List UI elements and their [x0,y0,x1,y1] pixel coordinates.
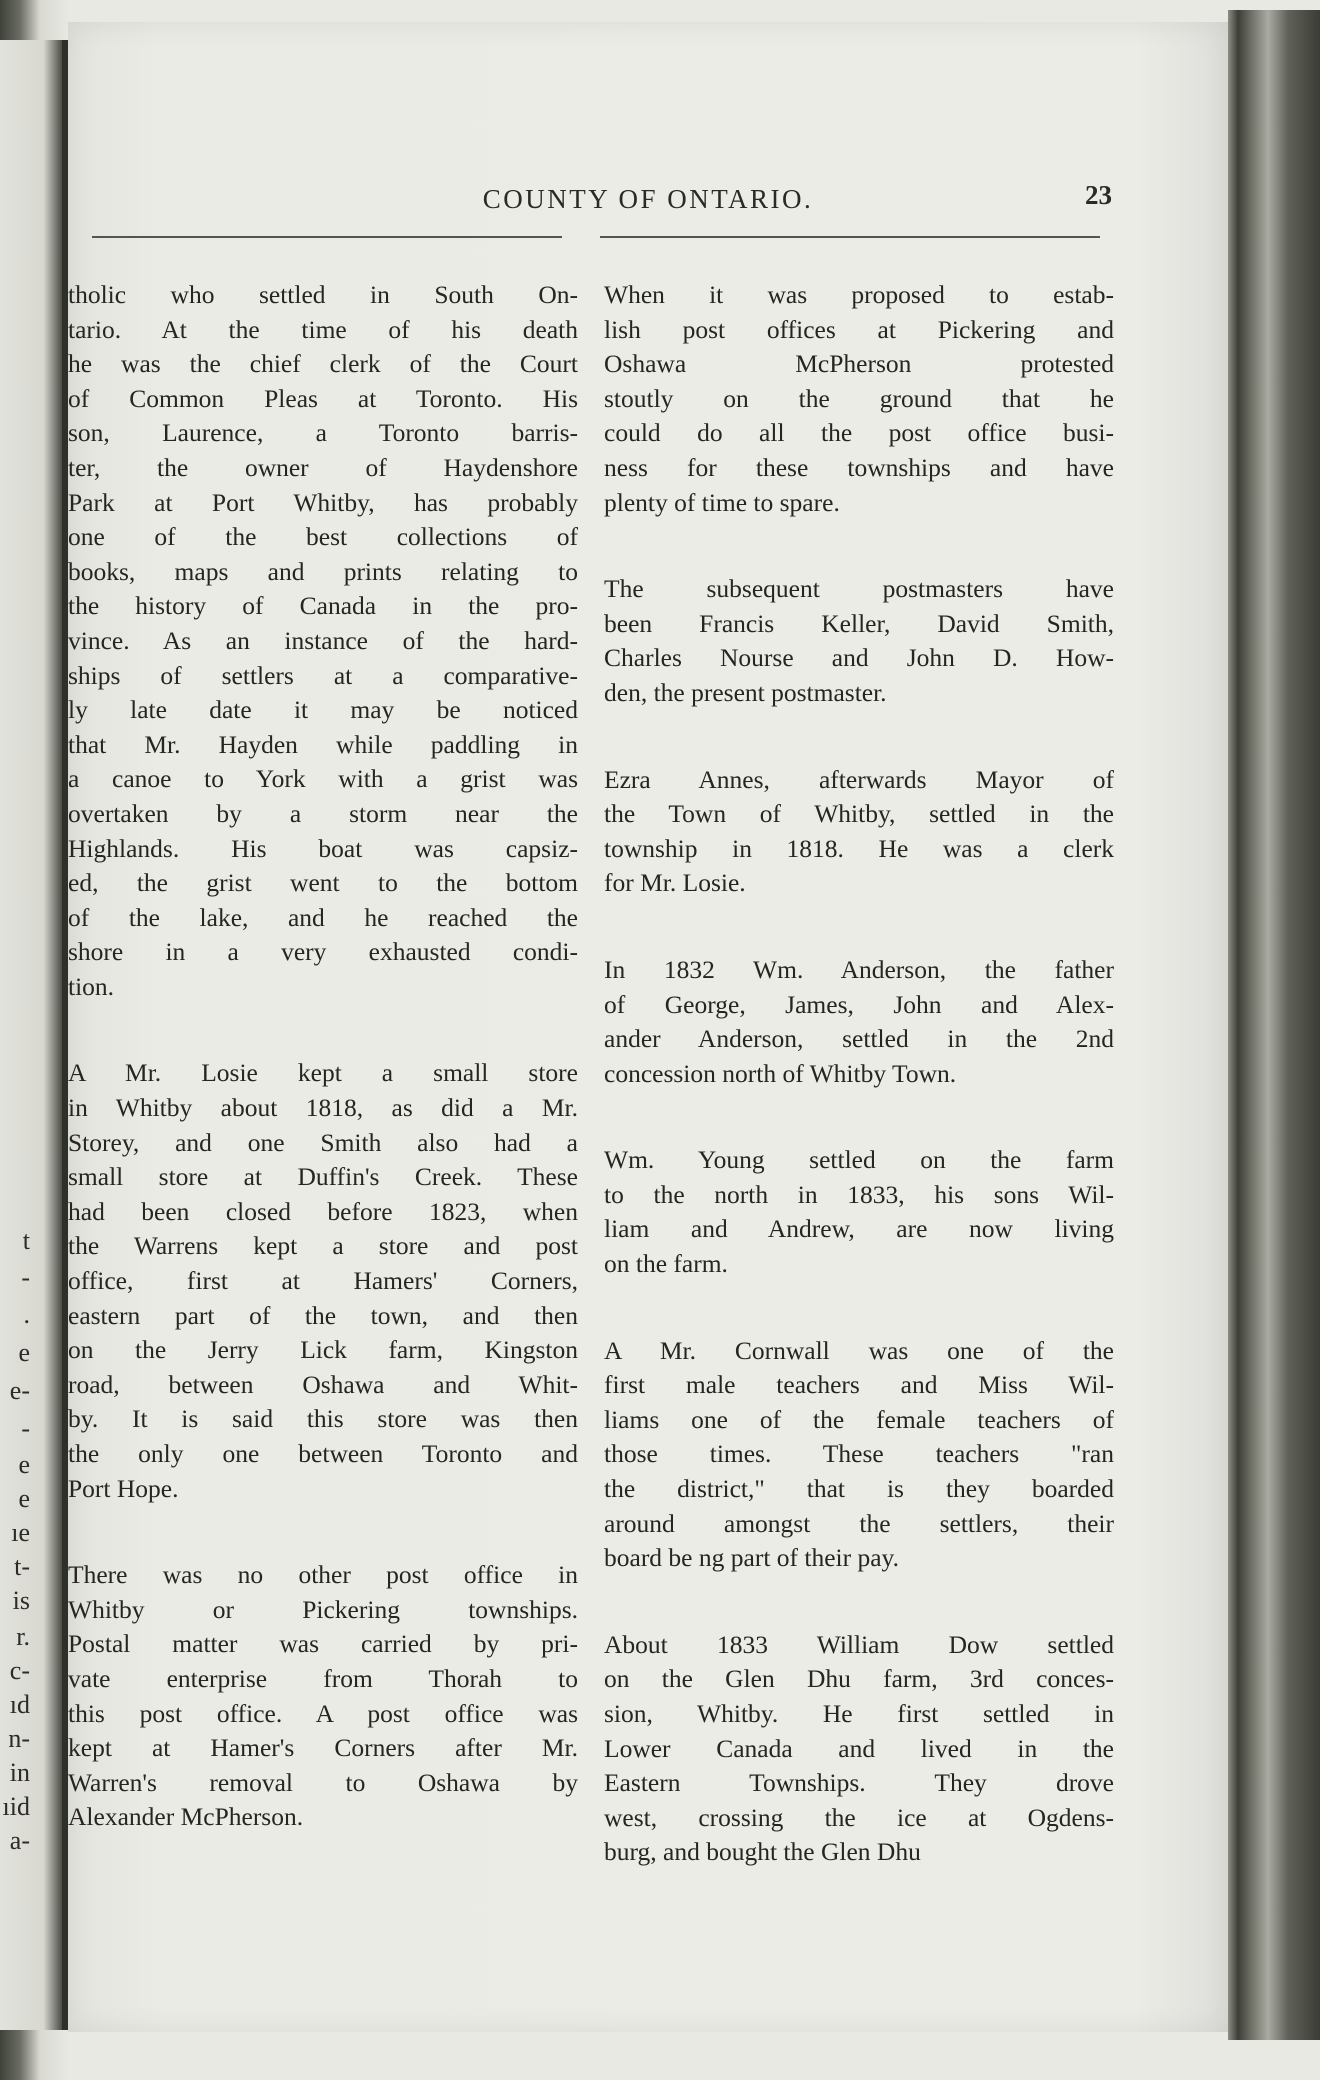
header-rule-right [600,236,1100,238]
text-line: Eastern Townships. They drove [604,1768,1114,1798]
text-line: those times. These teachers "ran [604,1439,1114,1469]
margin-fragment: ıid [2,1792,30,1821]
margin-fragment: r. [16,1622,30,1651]
text-line: west, crossing the ice at Ogdens- [604,1802,1114,1832]
text-line: could do all the post office busi- [604,418,1114,448]
text-line: eastern part of the town, and then [68,1300,578,1330]
left-column [68,278,578,1887]
text-line: Oshawa McPherson protested [604,349,1114,379]
text-line: burg, and bought the Glen Dhu [604,1837,921,1867]
text-line: books, maps and prints relating to [68,556,578,586]
text-line: son, Laurence, a Toronto barris- [68,418,578,448]
text-line: Alexander McPherson. [68,1802,304,1832]
text-line: Warren's removal to Oshawa by [68,1767,578,1797]
text-line: road, between Oshawa and Whit- [68,1369,578,1399]
text-line: he was the chief clerk of the Court [68,349,578,379]
text-line: ness for these townships and have [604,452,1114,482]
paragraph [604,1628,1114,1870]
margin-fragment: t [22,1226,30,1255]
text-line: plenty of time to spare. [604,487,840,517]
paragraph [604,1143,1114,1281]
text-line: had been closed before 1823, when [68,1196,578,1226]
text-line: been Francis Keller, David Smith, [604,608,1114,638]
text-line: A Mr. Losie kept a small store [68,1058,578,1088]
text-line: on the Jerry Lick farm, Kingston [68,1335,578,1365]
margin-fragment: a- [9,1826,30,1855]
text-line: on the Glen Dhu farm, 3rd conces- [604,1664,1114,1694]
text-line: liam and Andrew, are now living [604,1214,1114,1244]
text-line: office, first at Hamers' Corners, [68,1266,578,1296]
text-line: In 1832 Wm. Anderson, the father [604,954,1114,984]
text-line: one of the best collections of [68,522,578,552]
margin-fragment: ıe [11,1518,30,1547]
text-line: tion. [68,971,115,1001]
margin-fragment: . [23,1300,30,1329]
previous-page-edge [0,40,68,2030]
margin-fragment: - [21,1414,30,1443]
margin-fragment: e- [9,1376,30,1405]
text-line: Lower Canada and lived in the [604,1733,1114,1763]
text-line: shore in a very exhausted condi- [68,937,578,967]
text-line: den, the present postmaster. [604,677,887,707]
text-line: this post office. A post office was [68,1698,578,1728]
text-line: Park at Port Whitby, has probably [68,487,578,517]
margin-fragment: in [9,1758,30,1787]
text-line: ter, the owner of Haydenshore [68,452,578,482]
paragraph [604,1334,1114,1576]
text-line: vate enterprise from Thorah to [68,1663,578,1693]
text-line: liams one of the female teachers of [604,1404,1114,1434]
text-line: on the farm. [604,1249,728,1279]
margin-fragment: e [18,1484,30,1513]
margin-fragment: e [18,1450,30,1479]
text-line: tario. At the time of his death [68,314,578,344]
text-line: small store at Duffin's Creek. These [68,1162,578,1192]
text-line: of Common Pleas at Toronto. His [68,383,578,413]
text-line: About 1833 William Dow settled [604,1629,1114,1659]
text-line: concession north of Whitby Town. [604,1058,957,1088]
text-line: A Mr. Cornwall was one of the [604,1335,1114,1365]
text-line: the only one between Toronto and [68,1439,578,1468]
text-line: kept at Hamer's Corners after Mr. [68,1733,578,1763]
text-line: the Town of Whitby, settled in the [604,799,1114,829]
text-line: that Mr. Hayden while paddling in [68,729,578,759]
paragraph [604,953,1114,1091]
page-number: 23 [1085,180,1112,210]
text-line: When it was proposed to estab- [604,280,1114,309]
text-line: Whitby or Pickering townships. [68,1594,578,1624]
text-line: ships of settlers at a comparative- [68,660,578,690]
text-line: Storey, and one Smith also had a [68,1127,578,1157]
book-cover-edge [1228,10,1320,2040]
text-line: first male teachers and Miss Wil- [604,1370,1114,1400]
text-line: for Mr. Losie. [604,868,746,898]
text-line: the history of Canada in the pro- [68,591,578,621]
text-line: Wm. Young settled on the farm [604,1145,1114,1175]
paragraph [68,1558,578,1835]
paragraph [604,572,1114,710]
text-line: Highlands. His boat was capsiz- [68,833,578,863]
text-line: vince. As an instance of the hard- [68,625,578,655]
paragraph [604,763,1114,901]
margin-fragment: - [21,1263,30,1292]
text-line: in Whitby about 1818, as did a Mr. [68,1093,578,1123]
text-line: sion, Whitby. He first settled in [604,1699,1114,1728]
text-line: of George, James, John and Alex- [604,989,1114,1019]
running-header: COUNTY OF ONTARIO. [482,184,814,214]
text-line: There was no other post office in [68,1560,578,1590]
text-line: overtaken by a storm near the [68,798,578,828]
margin-fragment: is [12,1586,30,1615]
margin-fragment: t- [14,1552,30,1581]
text-line: the district," that is they boarded [604,1474,1114,1504]
right-column [604,278,1114,1922]
text-line: of the lake, and he reached the [68,902,578,932]
margin-fragment: ıd [9,1690,30,1719]
margin-fragment: n- [8,1724,30,1753]
text-line: to the north in 1833, his sons Wil- [604,1179,1114,1209]
paragraph [68,1056,578,1506]
margin-fragment: e [18,1338,30,1367]
text-line: township in 1818. He was a clerk [604,833,1114,863]
paragraph [68,278,578,1004]
text-line: a canoe to York with a grist was [68,764,578,794]
text-line: Postal matter was carried by pri- [68,1629,578,1659]
text-line: ed, the grist went to the bottom [68,868,578,898]
text-line: ander Anderson, settled in the 2nd [604,1024,1114,1054]
text-line: by. It is said this store was then [68,1404,578,1434]
text-line: Charles Nourse and John D. How- [604,643,1114,673]
text-line: the Warrens kept a store and post [68,1231,578,1261]
text-line: ly late date it may be noticed [68,695,578,725]
text-line: lish post offices at Pickering and [604,314,1114,344]
text-line: board be ng part of their pay. [604,1543,900,1573]
paragraph [604,278,1114,520]
margin-fragment: c- [9,1656,30,1685]
text-line: stoutly on the ground that he [604,383,1114,413]
text-line: The subsequent postmasters have [604,574,1114,604]
header-rule-left [92,236,562,238]
text-line: Ezra Annes, afterwards Mayor of [604,764,1114,794]
text-line: tholic who settled in South On- [68,280,578,309]
text-line: Port Hope. [68,1473,179,1503]
text-line: around amongst the settlers, their [604,1508,1114,1538]
